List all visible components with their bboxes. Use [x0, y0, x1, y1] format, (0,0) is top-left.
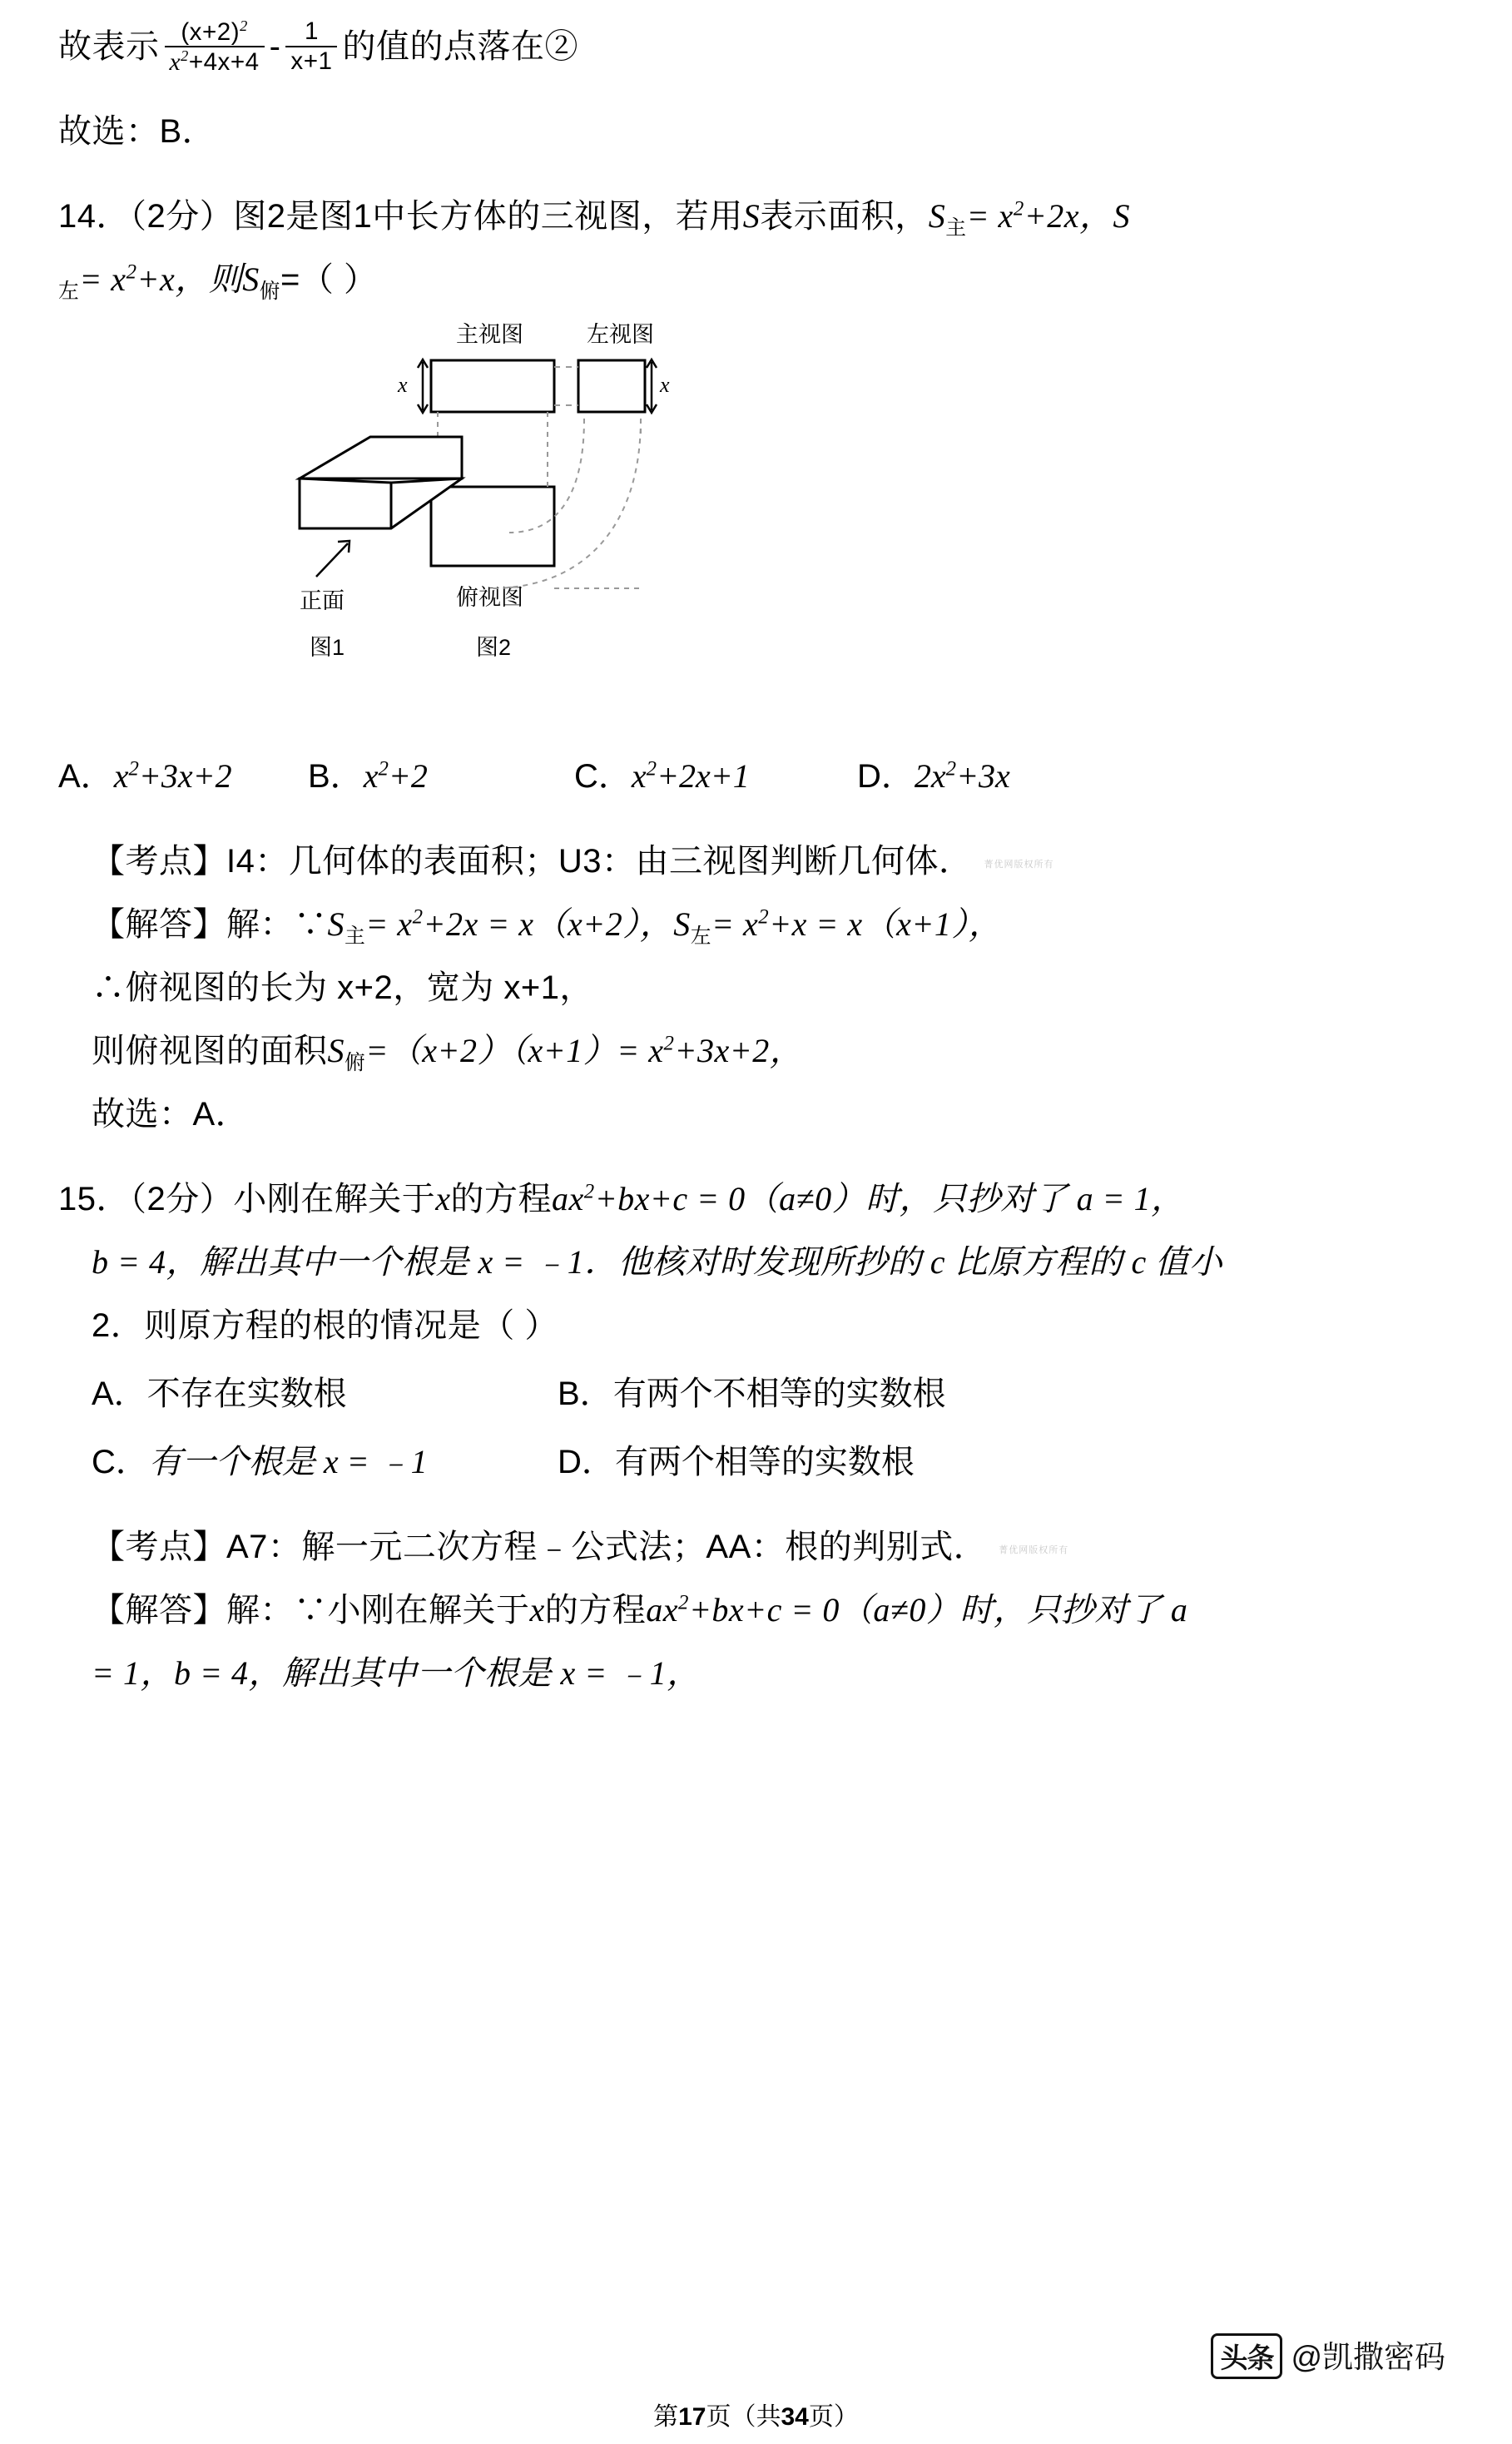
- q14-stem-a: 图2是图1中长方体的三视图，若用: [233, 198, 743, 235]
- q14-score: （2分）: [130, 198, 234, 235]
- q15-option-d[interactable]: D．有两个相等的实数根: [558, 1443, 915, 1480]
- q14-eq2-exp: 2: [126, 261, 137, 285]
- footer-page-mid: 页（共: [706, 2403, 781, 2431]
- question-15-stem-line-1: 15．（2分）小刚在解关于x的方程$ax^2+bx+c = 0(a\ne 0)$时，只抄对了 a = 1，: [58, 1179, 1185, 1217]
- minus-sign: -: [269, 28, 281, 65]
- q14-S-left: S: [1113, 197, 1130, 235]
- fraction-1-denominator: $x^2+4x+4$: [165, 46, 265, 77]
- fraction-2-denominator: x+1: [285, 46, 337, 76]
- toutiao-logo: 头条: [1211, 2333, 1282, 2379]
- dim-x-right: x: [660, 372, 670, 397]
- dim-x-left: x: [398, 372, 408, 397]
- top-answer-text: 故选：B．: [58, 113, 216, 151]
- q14-kaodian-text: I4：几何体的表面积；U3：由三视图判断几何体．: [226, 842, 973, 880]
- fraction-1: [165, 17, 265, 77]
- label-front: 正面: [300, 587, 345, 613]
- q14-eq2-rest: +x，则: [136, 260, 243, 299]
- q15-options-row-1: [58, 1362, 1454, 1425]
- question-15-stem-line-3: 2．则原方程的根的情况是（ ）: [92, 1306, 558, 1344]
- page-footer: [0, 2396, 1512, 2432]
- q14-jieda-line-3: 则俯视图的面积$S_俯=(x+2)(x+1)= x^2+3x+2$，: [92, 1031, 804, 1074]
- q14-eq1: = x: [966, 197, 1014, 235]
- q14-option-c[interactable]: C．$x^2+2x+1$: [574, 756, 750, 795]
- q15-option-b[interactable]: B．有两个不相等的实数根: [558, 1375, 946, 1412]
- q15-options-row-2: [58, 1430, 1454, 1494]
- label-left-view: 左视图: [587, 321, 654, 347]
- q14-eq1-rest: +2x，: [1024, 197, 1113, 235]
- question-14-stem-line-1: [58, 185, 1454, 248]
- q15-kaodian-label: 【考点】: [92, 1528, 226, 1565]
- dashed-connectors-top: [554, 367, 578, 405]
- watermark-text: 菁优网版权所有: [984, 859, 1054, 870]
- top-conclusion-prefix: 故表示: [58, 28, 160, 65]
- box-3d: [300, 437, 462, 528]
- brand-handle: @凯撒密码: [1291, 2340, 1445, 2374]
- q14-stem-b: 表示面积，: [760, 198, 929, 235]
- fraction-1-numerator: $(x+2)^2$: [181, 17, 248, 46]
- top-conclusion-line: [58, 15, 1454, 78]
- figure-svg: [291, 320, 924, 736]
- q15-option-c[interactable]: C．有一个根是 x = ﹣1: [92, 1442, 428, 1480]
- fraction-2: [285, 17, 337, 76]
- q14-eq3: =（ ）: [280, 261, 378, 299]
- q14-kaodian-label: 【考点】: [92, 842, 226, 880]
- q14-S-top: S: [242, 260, 260, 299]
- main-view-rect: [431, 360, 554, 412]
- dim-arrow-right: [647, 359, 657, 413]
- q14-S-left-sub: 左: [58, 280, 80, 304]
- q14-S-main: S: [928, 197, 946, 235]
- dim-arrow-left: [418, 359, 428, 413]
- label-top-view: 俯视图: [456, 584, 523, 610]
- fraction-1-numerator-exponent: 2: [240, 17, 248, 34]
- q15-number: 15．: [58, 1180, 130, 1217]
- q15-jieda-line-1: 【解答】解：∵小刚在解关于x的方程$ax^2+bx+c = 0(a\ne 0)$时，只抄对了 a: [92, 1590, 1188, 1629]
- top-answer-line: [58, 100, 1454, 163]
- q15-option-a[interactable]: A．不存在实数根: [92, 1375, 347, 1412]
- q14-answer-line: 故选：A．: [92, 1095, 250, 1133]
- top-view-rect: [431, 487, 554, 566]
- q14-symbol-S: S: [742, 197, 761, 235]
- q14-jieda-line-1: 【解答】解：$\because S_主= x^2+2x = x(x+2)$，$S_左= x^2+x = x(x+1)$，: [92, 905, 1003, 948]
- label-fig1: 图1: [310, 634, 345, 660]
- q15-jieda-line-2: = 1，b = 4，解出其中一个根是 x = ﹣1，: [92, 1653, 701, 1692]
- q14-option-a[interactable]: A．$x^2+3x+2$: [58, 756, 232, 795]
- label-fig2: 图2: [476, 634, 512, 660]
- three-view-figure: [291, 320, 924, 736]
- q14-option-d[interactable]: D．$2x^2+3x$: [857, 756, 1010, 795]
- q14-S-main-sub: 主: [945, 217, 967, 240]
- footer-page-prefix: 第: [653, 2403, 679, 2431]
- footer-page-number: 17: [678, 2403, 706, 2431]
- fraction-1-denominator-exponent: 2: [181, 47, 189, 65]
- q14-S-top-sub: 俯: [259, 280, 281, 304]
- left-view-rect: [578, 360, 645, 412]
- watermark-text-2: 菁优网版权所有: [999, 1544, 1069, 1555]
- top-conclusion-suffix: 的值的点落在②: [342, 28, 578, 65]
- brand-watermark: [1211, 2332, 1445, 2379]
- label-main-view: 主视图: [456, 321, 523, 347]
- q14-eq2: = x: [79, 260, 126, 299]
- q14-number: 14．: [58, 198, 130, 235]
- q14-kaodian-line: [58, 830, 1454, 893]
- dashed-arc: [491, 419, 641, 588]
- q14-jieda-line-2: ∴俯视图的长为 x+2，宽为 x+1，: [92, 969, 593, 1006]
- q14-eq1-exp: 2: [1013, 198, 1024, 221]
- footer-page-suffix: 页）: [808, 2403, 859, 2431]
- q15-jieda-label: 【解答】: [92, 1591, 226, 1629]
- q15-kaodian-text: A7：解一元二次方程﹣公式法；AA：根的判别式．: [226, 1528, 988, 1565]
- q14-jieda-label: 【解答】: [92, 905, 226, 943]
- question-14-stem-line-2: [58, 248, 1454, 311]
- q14-options-row: [58, 745, 1454, 808]
- q14-option-b[interactable]: B．$x^2+2$: [308, 756, 428, 795]
- question-15-stem-line-2: b = 4，解出其中一个根是 x = ﹣1．他核对时发现所抄的 c 比原方程的 c 值小: [92, 1242, 1223, 1281]
- q15-kaodian-line: [58, 1515, 1454, 1579]
- q15-score: （2分）: [130, 1180, 234, 1217]
- fraction-2-numerator: 1: [304, 17, 319, 46]
- footer-total-pages: 34: [781, 2403, 809, 2431]
- front-arrow: [316, 541, 349, 577]
